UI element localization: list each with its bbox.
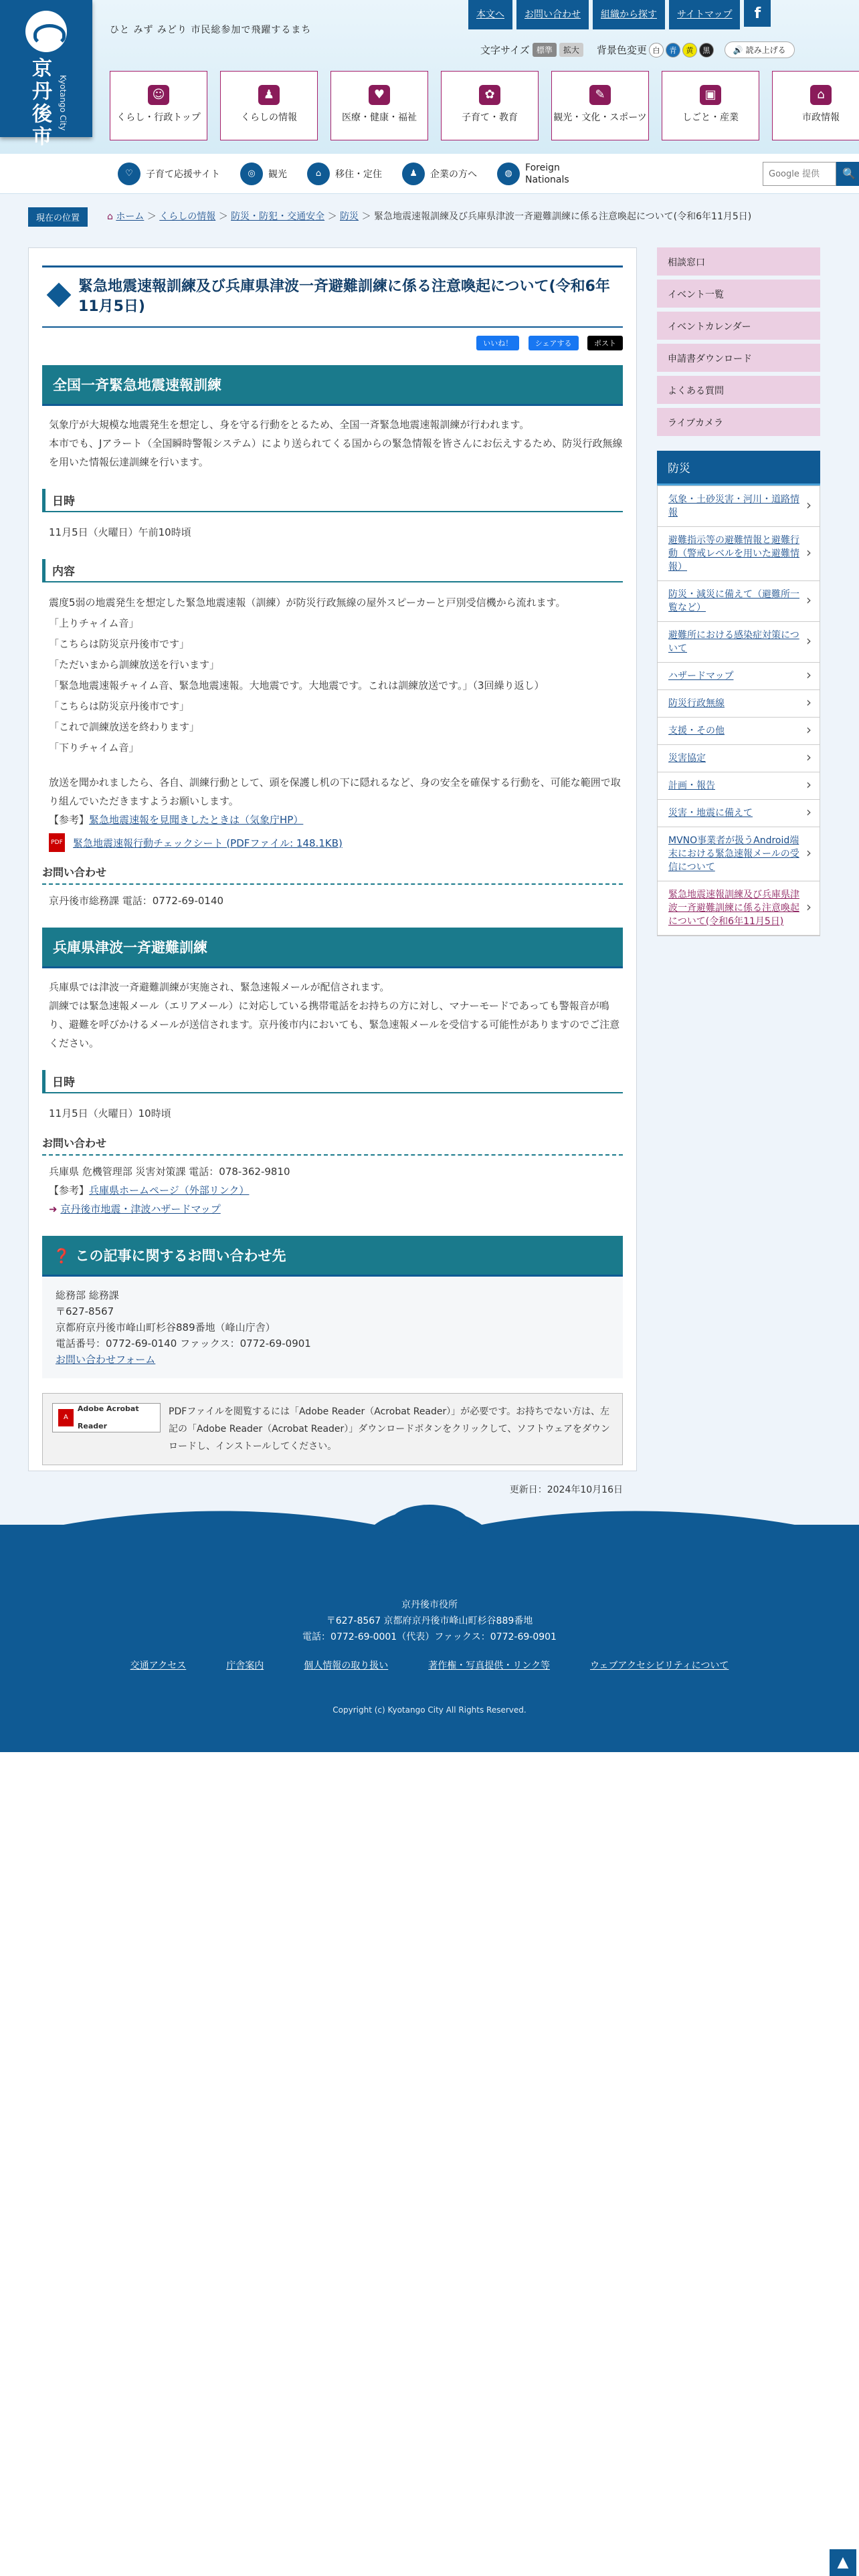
s1-content-intro: 震度5弱の地震発生を想定した緊急地震速報（訓練）が防災行政無線の屋外スピーカーと戸別受信機から流れます。 xyxy=(49,597,566,609)
site-search xyxy=(763,162,859,186)
subnav-label: 観光 xyxy=(268,169,288,180)
site-header xyxy=(0,0,859,154)
facebook-like-button[interactable]: いいね！ xyxy=(476,336,519,350)
city-emblem-icon xyxy=(25,11,67,52)
gnav-item-life-top[interactable] xyxy=(110,71,207,140)
contact-heading xyxy=(42,1236,623,1277)
adobe-text: PDFファイルを閲覧するには「Adobe Reader（Acrobat Reader）」が必要です。お持ちでない方は、左記の「Adobe Reader（Acrobat Reader）」ダウンロードボタンをクリックして、ソフトウェアをダウンロードし、インストールしてください。 xyxy=(169,1406,610,1452)
broadcast-line: 「上りチャイム音」 xyxy=(49,617,139,629)
contact-box xyxy=(42,1277,623,1378)
section2-heading: 兵庫県津波一斉避難訓練 xyxy=(42,928,623,968)
s1-after: 放送を聞かれましたら、各自、訓練行動として、頭を保護し机の下に隠れるなど、身の安全を確保する行動を、可能な範囲で取り組んでいただきますようお願いします。 xyxy=(49,776,621,807)
arrow-circle-icon: ➜ xyxy=(49,1203,61,1215)
hyogo-link[interactable]: 兵庫県ホームページ（外部リンク） xyxy=(89,1184,250,1196)
sidebar-item[interactable]: 避難指示等の避難情報と避難行動（警戒レベルを用いた避難情報） › xyxy=(658,527,820,581)
sidebar-item[interactable]: 計画・報告 › xyxy=(658,772,820,800)
gnav-item-tourism[interactable] xyxy=(551,71,649,140)
briefcase-icon: ▣ xyxy=(700,85,721,105)
contact-line: 京都府京丹後市峰山町杉谷889番地（峰山庁舎） xyxy=(56,1321,276,1333)
contact-line: 総務部 総務課 xyxy=(56,1289,119,1301)
bg-color-label: 背景色変更 xyxy=(596,44,647,56)
top-nav xyxy=(468,0,771,29)
pdf-row xyxy=(42,833,623,852)
subnav-label: 企業の方へ xyxy=(430,169,478,180)
sidebar-item[interactable]: ハザードマップ › xyxy=(658,663,820,690)
contact-section xyxy=(42,1236,623,1378)
adobe-download-button[interactable] xyxy=(52,1403,161,1432)
breadcrumb-current: 緊急地震速報訓練及び兵庫県津波一斉避難訓練に係る注意喚起について(令和6年11月5日) xyxy=(373,211,752,222)
broadcast-line: 「ただいまから訓練放送を行います」 xyxy=(49,659,220,671)
diamond-icon xyxy=(47,283,72,308)
footer-org: 京丹後市役所 xyxy=(401,1600,458,1610)
sidebar-item[interactable]: 災害・地震に備えて › xyxy=(658,800,820,827)
sidebar-item[interactable]: 防災行政無線 › xyxy=(658,690,820,718)
s2-reference xyxy=(42,1181,623,1200)
house-icon: ⌂ xyxy=(307,163,330,185)
broadcast-line: 「下りチャイム音」 xyxy=(49,742,139,754)
contact-heading-text: この記事に関するお問い合わせ先 xyxy=(75,1248,286,1264)
gnav-item-life-info[interactable] xyxy=(220,71,318,140)
gnav-label: 子育て・教育 xyxy=(462,112,518,123)
gnav-item-city[interactable] xyxy=(772,71,859,140)
family-icon: ☺ xyxy=(148,85,169,105)
subnav-migration[interactable] xyxy=(307,163,382,185)
logo-text: 京丹後市 xyxy=(28,58,52,148)
footer-addr: 〒627-8567 京都府京丹後市峰山町杉谷889番地 xyxy=(326,1616,533,1626)
adobe-button-label: Adobe Acrobat Reader xyxy=(77,1404,139,1430)
ref-label: 【参考】 xyxy=(49,814,90,826)
accessibility-tools xyxy=(480,41,795,58)
sidebar-item-current[interactable]: 緊急地震速報訓練及び兵庫県津波一斉避難訓練に係る注意喚起について(令和6年11月5日) › xyxy=(658,881,820,936)
footer-links xyxy=(0,1658,859,1672)
side-quick-faq[interactable]: よくある質問 xyxy=(657,376,820,404)
s1-inquiry: 京丹後市総務課 電話：0772-69-0140 xyxy=(49,895,224,907)
ref-label: 【参考】 xyxy=(49,1184,90,1196)
footer-tel: 電話：0772-69-0001（代表）ファックス：0772-69-0901 xyxy=(302,1632,557,1642)
footer-link-accessibility[interactable]: ウェブアクセシビリティについて xyxy=(589,1660,729,1671)
contact-link[interactable]: お問い合わせ xyxy=(516,0,589,29)
breadcrumb-life[interactable]: くらしの情報 xyxy=(159,211,216,222)
sidebar-item[interactable]: 災害協定 › xyxy=(658,745,820,772)
s2-paragraph2: 訓練では緊急速報メール（エリアメール）に対応している携帯電話をお持ちの方に対し、マナーモードであっても警報音が鳴り、避難を呼びかけるメールが送信されます。京丹後市内においても、緊急速報メールを受信する可能性がありますのでご注意ください。 xyxy=(49,1000,620,1049)
breadcrumb-disaster[interactable]: 防災 xyxy=(340,211,359,222)
main-content xyxy=(28,247,637,1495)
sidebar-item[interactable]: MVNO事業者が扱うAndroid端末における緊急速報メールの受信について › xyxy=(658,827,820,881)
x-post-button[interactable]: ポスト xyxy=(587,336,623,350)
sidebar-item[interactable]: 防災・減災に備えて（避難所一覧など） › xyxy=(658,581,820,622)
broadcast-line: 「緊急地震速報チャイム音、緊急地震速報。大地震です。大地震です。これは訓練放送です。」（3回繰り返し） xyxy=(49,679,545,691)
breadcrumb-safety[interactable]: 防災・防犯・交通安全 xyxy=(231,211,325,222)
gnav-label: 観光・文化・スポーツ xyxy=(553,112,647,123)
s2-paragraph1: 兵庫県では津波一斉避難訓練が実施され、緊急速報メールが配信されます。 xyxy=(49,981,390,993)
speaker-icon: 🔊 xyxy=(733,45,746,55)
contact-form-link[interactable]: お問い合わせフォーム xyxy=(56,1354,156,1366)
sidebar-heading: 防災 xyxy=(657,451,820,486)
building-icon: ⌂ xyxy=(810,85,832,105)
broadcast-line: 「これで訓練放送を終わります」 xyxy=(49,721,200,733)
copyright: Copyright (c) Kyotango City All Rights Reserved. xyxy=(332,1705,527,1715)
wave-emblem-icon xyxy=(389,1505,470,1545)
gnav-label: 市政情報 xyxy=(802,112,840,123)
updated-date: 更新日：2024年10月16日 xyxy=(509,1485,623,1495)
tourism-icon: ◎ xyxy=(240,163,263,185)
s1-inquiry-heading: お問い合わせ xyxy=(42,864,623,885)
side-quick-calendar[interactable]: イベントカレンダー xyxy=(657,312,820,340)
question-icon: ❓ xyxy=(53,1248,76,1264)
font-size-label: 文字サイズ xyxy=(480,44,530,56)
footer-link-privacy[interactable]: 個人情報の取り扱い xyxy=(304,1660,389,1671)
sidebar xyxy=(657,247,820,936)
side-quick-livecam[interactable]: ライブカメラ xyxy=(657,408,820,436)
gnav-label: 医療・健康・福祉 xyxy=(342,112,417,123)
subnav-childcare[interactable] xyxy=(118,163,220,185)
sns-buttons xyxy=(42,336,623,350)
s1-date: 11月5日（火曜日）午前10時頃 xyxy=(49,526,191,538)
font-size-large-button[interactable]: 拡大 xyxy=(559,43,583,57)
sidebar-item[interactable]: 気象・土砂災害・河川・道路情報 › xyxy=(658,486,820,527)
footer-link-access[interactable]: 交通アクセス xyxy=(130,1660,187,1671)
breadcrumb-label: 現在の位置 xyxy=(28,207,88,227)
broadcast-line: 「こちらは防災京丹後市です」 xyxy=(49,638,190,650)
page-top-button[interactable]: ▲ xyxy=(830,2549,856,2576)
font-size-standard-button[interactable]: 標準 xyxy=(533,43,557,57)
s1-date-heading: 日時 xyxy=(42,489,623,512)
sidebar-item[interactable]: 支援・その他 › xyxy=(658,718,820,745)
subnav-label: Foreign Nationals xyxy=(525,163,569,185)
jma-link[interactable]: 緊急地震速報を見聞きしたときは（気象庁HP） xyxy=(89,814,304,826)
sidebar-list xyxy=(657,486,820,936)
page-title-text: 緊急地震速報訓練及び兵庫県津波一斉避難訓練に係る注意喚起について(令和6年11月5日) xyxy=(78,278,610,315)
gnav-label: くらしの情報 xyxy=(241,112,297,123)
s1-reference xyxy=(42,811,623,829)
heart-hand-icon: ♥ xyxy=(369,85,390,105)
footer-link-copyright[interactable]: 著作権・写真提供・リンク等 xyxy=(428,1660,550,1671)
slogan: ひと みず みどり 市民総参加で飛躍するまち xyxy=(110,25,312,35)
people-group-icon: ♟ xyxy=(402,163,425,185)
site-logo[interactable] xyxy=(0,0,92,148)
sitemap-link[interactable]: サイトマップ xyxy=(669,0,740,29)
childcare-icon: ♡ xyxy=(118,163,140,185)
subnav-label: 移住・定住 xyxy=(335,169,383,180)
globe-icon: ◍ xyxy=(497,163,520,185)
brush-icon: ✎ xyxy=(589,85,611,105)
footer-link-building[interactable]: 庁舎案内 xyxy=(226,1660,264,1671)
s1-paragraph2: 本市でも、Jアラート（全国瞬時警報システム）により送られてくる国からの緊急情報を皆さんにお伝えするため、防災行政無線を用いた情報伝達訓練を行います。 xyxy=(49,437,623,468)
s2-inquiry-heading: お問い合わせ xyxy=(42,1135,623,1156)
side-quick-forms[interactable]: 申請書ダウンロード xyxy=(657,344,820,372)
side-quick-consult[interactable]: 相談窓口 xyxy=(657,247,820,276)
search-icon: 🔍 xyxy=(842,169,856,180)
s2-date-heading: 日時 xyxy=(42,1070,623,1093)
facebook-share-button[interactable]: シェアする xyxy=(529,336,579,350)
facebook-icon[interactable]: f xyxy=(744,0,771,27)
bg-black-button[interactable]: 黒 xyxy=(699,43,714,58)
logo-en: Kyotango City xyxy=(58,75,68,131)
gnav-label: くらし・行政トップ xyxy=(116,112,201,123)
adobe-icon: A xyxy=(58,1409,74,1426)
contact-line: 〒627-8567 xyxy=(56,1305,114,1317)
breadcrumb-home[interactable]: ホーム xyxy=(116,211,145,222)
s1-content-heading: 内容 xyxy=(42,559,623,582)
broadcast-lines xyxy=(42,614,623,757)
side-quick-events[interactable]: イベント一覧 xyxy=(657,280,820,308)
global-nav xyxy=(110,71,859,140)
site-footer xyxy=(0,1525,859,1752)
section1-heading: 全国一斉緊急地震速報訓練 xyxy=(42,365,623,406)
hazard-map-link[interactable]: 京丹後市地震・津波ハザードマップ xyxy=(60,1203,221,1215)
search-button[interactable] xyxy=(836,162,859,186)
gnav-label: しごと・産業 xyxy=(682,112,739,123)
home-icon: ⌂ xyxy=(107,211,113,222)
sub-nav xyxy=(0,154,859,194)
pdf-checksheet-link[interactable]: 緊急地震速報行動チェックシート (PDFファイル: 148.1KB) xyxy=(73,837,343,849)
subnav-business[interactable] xyxy=(402,163,477,185)
skip-to-content-link[interactable]: 本文へ xyxy=(468,0,512,29)
search-input[interactable] xyxy=(763,162,836,186)
contact-line: 電話番号：0772-69-0140 ファックス：0772-69-0901 xyxy=(56,1337,311,1350)
people-icon: ♟ xyxy=(258,85,280,105)
read-aloud-button[interactable] xyxy=(725,41,795,58)
adobe-notice xyxy=(42,1393,623,1465)
s2-inquiry: 兵庫県 危機管理部 災害対策課 電話：078-362-9810 xyxy=(49,1166,290,1178)
s1-paragraph1: 気象庁が大規模な地震発生を想定し、身を守る行動をとるため、全国一斉緊急地震速報訓練が行われます。 xyxy=(49,419,530,431)
read-aloud-label: 読み上げる xyxy=(745,45,786,55)
child-icon: ✿ xyxy=(479,85,500,105)
hazard-row xyxy=(42,1200,623,1218)
broadcast-line: 「こちらは防災京丹後市です」 xyxy=(49,700,190,712)
gnav-item-education[interactable] xyxy=(441,71,539,140)
subnav-label: 子育て応援サイト xyxy=(146,169,221,180)
gnav-item-work[interactable] xyxy=(662,71,759,140)
gnav-item-health[interactable] xyxy=(330,71,428,140)
org-search-link[interactable]: 組織から探す xyxy=(593,0,665,29)
subnav-foreign[interactable] xyxy=(497,162,579,186)
footer-address xyxy=(0,1597,859,1645)
pdf-icon: PDF xyxy=(49,833,65,852)
bg-white-button[interactable]: 白 xyxy=(649,43,664,58)
sidebar-item[interactable]: 避難所における感染症対策について › xyxy=(658,622,820,663)
page-title xyxy=(42,265,623,328)
bg-blue-button[interactable]: 青 xyxy=(666,43,680,58)
bg-yellow-button[interactable]: 黄 xyxy=(682,43,697,58)
s2-date: 11月5日（火曜日）10時頃 xyxy=(49,1107,171,1119)
subnav-tourism[interactable] xyxy=(240,163,287,185)
breadcrumb: ⌂ ホーム ＞ くらしの情報 ＞ 防災・防犯・交通安全 ＞ 防災 ＞ 緊急地震速報訓練及び兵庫県津波一斉避難訓練に係る注意喚起について(令和6年11月5日) xyxy=(107,211,752,222)
